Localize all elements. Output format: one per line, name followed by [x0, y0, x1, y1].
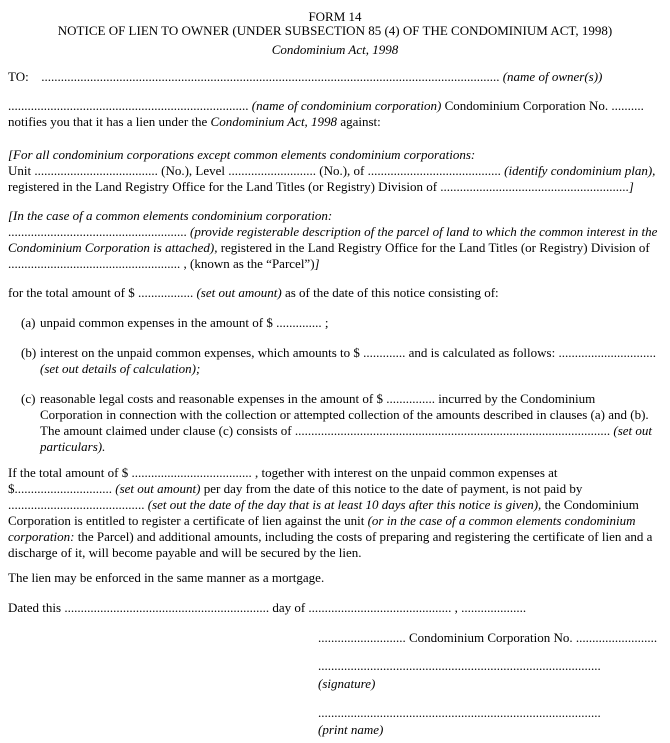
item-a-text: unpaid common expenses in the amount of $ .............. ;	[40, 315, 329, 330]
paragraph-text-3: the Condominium Corporation is entitled to register a certificate of lien against the unit	[8, 497, 639, 528]
common-corp-close: ]	[314, 256, 320, 271]
print-name-label: (print name)	[318, 722, 384, 737]
parcel-dots: .......................................................	[8, 224, 187, 239]
notifies-against: against:	[340, 114, 381, 129]
item-c-text: reasonable legal costs and reasonable expenses in the amount of $ ............... incurred by the Condominium Corporation in connection with the collection or attempted collection of the amounts described in clauses (a) and (b). The amount claimed under clause (c) consists of .................................................................................................	[40, 391, 649, 438]
signature-corp-line: ........................... Condominium Corporation No. .........................	[318, 630, 658, 645]
signature-dots: .......................................................................................	[318, 658, 601, 673]
item-c-hint-2: particulars).	[40, 439, 106, 454]
unit-line: Unit ...................................... (No.), Level ........................... (No.), of .........................................	[8, 163, 501, 178]
registered-line: registered in the Land Registry Office for the Land Titles (or Registry) Division of ..........................................................	[8, 179, 629, 194]
common-corp-section	[8, 208, 662, 272]
mortgage-line: The lien may be enforced in the same manner as a mortgage.	[8, 570, 325, 585]
parcel-known-as: ..................................................... , (known as the “Parcel”)	[8, 256, 315, 271]
standard-corp-close: ]	[628, 179, 634, 194]
conditions-paragraph	[8, 465, 662, 561]
item-c-hint-1: (set out	[613, 423, 652, 438]
corporation-line	[8, 98, 662, 130]
form-number: FORM 14	[308, 9, 362, 24]
to-dots: .............................................................................................................................................	[41, 69, 500, 84]
item-b-text: interest on the unpaid common expenses, which amounts to $ ............. and is calculated as follows: ..............................	[40, 345, 656, 360]
dated-line: Dated this ............................................................... day of ............................................ , ....................	[8, 600, 527, 615]
total-text-2: as of the date of this notice consisting of:	[284, 285, 499, 300]
total-amount-line	[8, 285, 662, 301]
paragraph-hint-1: (set out amount)	[115, 481, 201, 496]
paragraph-text-4: the Parcel) and additional amounts, including the costs of preparing and registering the certificate of lien and a discharge of it, will become payable and will be secured by the lien.	[8, 529, 653, 560]
owner-hint: (name of owner(s))	[502, 69, 603, 84]
common-corp-intro: [In the case of a common elements condominium corporation:	[8, 208, 333, 223]
corp-number-text: Condominium Corporation No. ..........	[444, 98, 644, 113]
to-label: TO:	[8, 69, 29, 84]
to-line	[8, 69, 662, 85]
item-c-label: (c)	[21, 391, 36, 406]
item-b-label: (b)	[21, 345, 37, 360]
total-hint: (set out amount)	[196, 285, 282, 300]
act-name: Condominium Act, 1998	[271, 42, 399, 57]
notifies-act: Condominium Act, 1998	[210, 114, 338, 129]
parcel-registered: registered in the Land Registry Office for the Land Titles (or Registry) Division of	[220, 240, 650, 255]
print-name-dots: .......................................................................................	[318, 705, 601, 720]
item-c	[40, 391, 652, 455]
plan-hint: (identify condominium plan),	[504, 163, 656, 178]
form-title: NOTICE OF LIEN TO OWNER (UNDER SUBSECTION 85 (4) OF THE CONDOMINIUM ACT, 1998)	[57, 23, 613, 38]
paragraph-hint-2: (set out the date of the day that is at least 10 days after this notice is given),	[147, 497, 542, 512]
parcel-hint: (provide registerable description of the parcel of land to which the common interest in the Condominium Corporation is attached),	[8, 224, 658, 255]
total-text: for the total amount of $ .................	[8, 285, 194, 300]
paragraph-text-1: If the total amount of $ ..................................... , together with interest on the unpaid common expenses at $..............................	[8, 465, 558, 496]
corp-dots: ..........................................................................	[8, 98, 249, 113]
paragraph-hint-3: (or in the case of a common elements condominium corporation:	[8, 513, 636, 544]
item-a-label: (a)	[21, 315, 36, 330]
item-b	[40, 345, 662, 377]
standard-corp-intro: [For all condominium corporations except common elements condominium corporations:	[8, 147, 476, 162]
paragraph-text-2: per day from the date of this notice to the date of payment, is not paid by ..........................................	[8, 481, 583, 512]
standard-corp-section	[8, 147, 662, 195]
signature-label: (signature)	[318, 676, 376, 691]
notifies-text: notifies you that it has a lien under the	[8, 114, 208, 129]
corp-name-hint: (name of condominium corporation)	[251, 98, 442, 113]
item-b-hint: (set out details of calculation);	[40, 361, 201, 376]
